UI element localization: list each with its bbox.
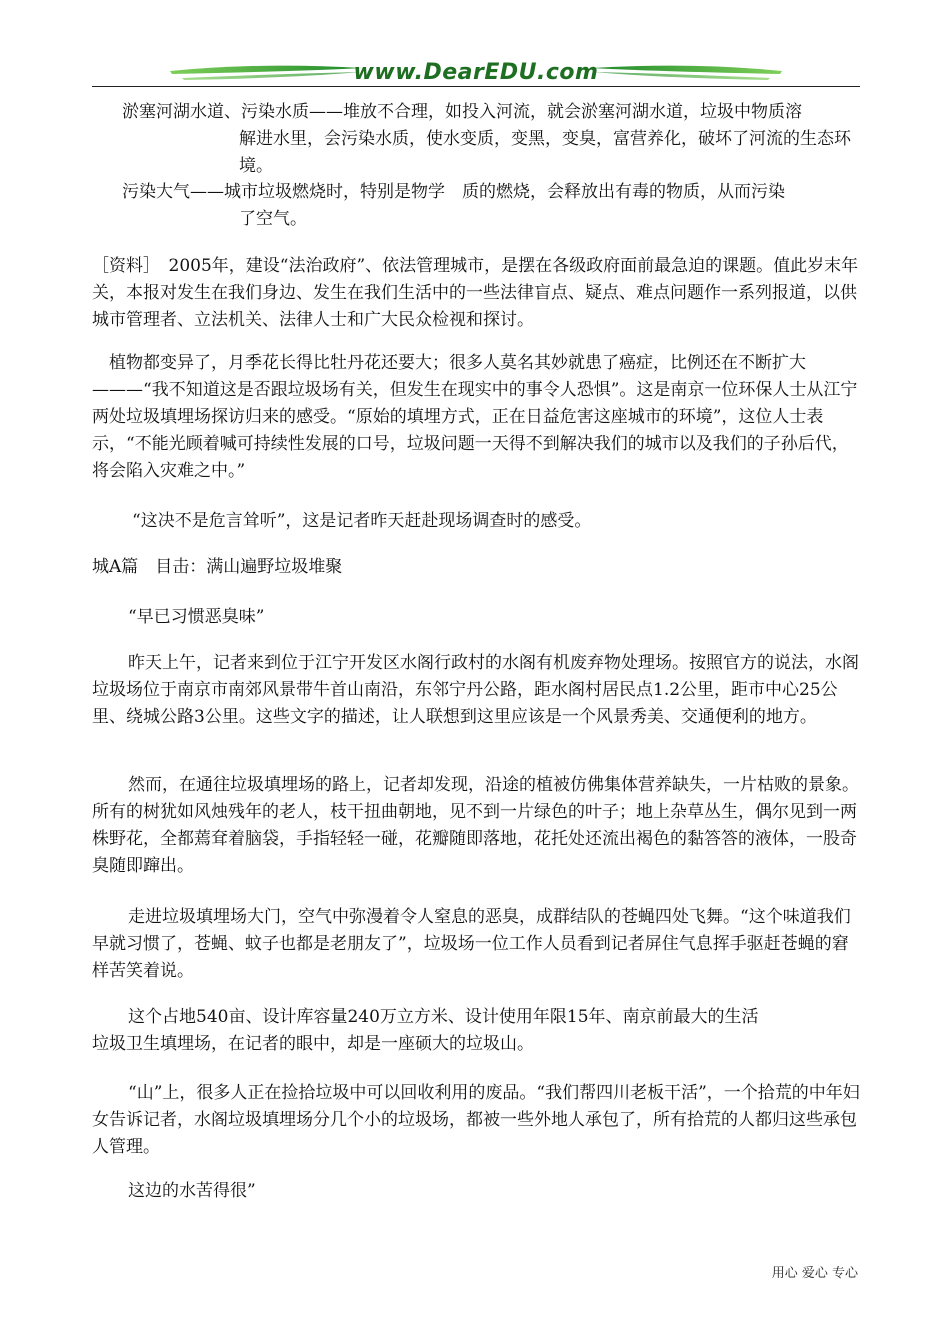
paragraph-line: 这个占地540亩、设计库容量240万立方米、设计使用年限15年、南京前最大的生活	[128, 1007, 759, 1027]
paragraph-line: 垃圾卫生填埋场，在记者的眼中，却是一座硕大的垃圾山。	[92, 1034, 534, 1054]
paragraph: 植物都变异了，月季花长得比牡丹花还要大；很多人莫名其妙就患了癌症，比例还在不断扩大———“我不知道这是否跟垃圾场有关，但发生在现实中的事令人恐惧”。这是南京一位环保人士从江宁两处垃圾填埋场探访归来的感受。“原始的填埋方式，正在日益危害这座城市的环境”，这位人士表示，“不能光顾着喊可持续性发展的口号，垃圾问题一天得不到解决我们的城市以及我们的子孙后代，将会陷入灾难之中。”	[92, 353, 858, 481]
paragraph: 走进垃圾填埋场大门，空气中弥漫着令人窒息的恶臭，成群结队的苍蝇四处飞舞。“这个味道我们早就习惯了，苍蝇、蚊子也都是老朋友了”，垃圾场一位工作人员看到记者屏住气息挥手驱赶苍蝇的窘样苦笑着说。	[92, 907, 851, 981]
site-url: www.DearEDU.com	[353, 60, 599, 85]
header-divider	[92, 86, 860, 87]
paragraph: “这决不是危言耸听”，这是记者昨天赶赴现场调查时的感受。	[132, 511, 592, 531]
paragraph: 这边的水苦得很”	[128, 1181, 256, 1201]
paragraph-source-note: ［资料］ 2005年，建设“法治政府”、依法管理城市，是摆在各级政府面前最急迫的课题。值此岁末年关，本报对发生在我们身边、发生在我们生活中的一些法律盲点、疑点、难点问题作一系列报道，以供城市管理者、立法机关、法律人士和广大民众检视和探讨。	[92, 256, 859, 330]
paragraph: 昨天上午，记者来到位于江宁开发区水阁行政村的水阁有机废弃物处理场。按照官方的说法，水阁垃圾场位于南京市南郊风景带牛首山南沿，东邻宁丹公路，距水阁村居民点1.2公里，距市中心25公里、绕城公路3公里。这些文字的描述，让人联想到这里应该是一个风景秀美、交通便利的地方。	[92, 653, 859, 727]
section-heading: 城A篇 目击：满山遍野垃圾堆聚	[92, 557, 343, 577]
definition-continuation: 了空气。	[239, 209, 307, 229]
definition-item	[122, 99, 860, 180]
footer-slogan: 用心 爱心 专心	[771, 1266, 858, 1281]
definition-term: 污染大气——	[122, 182, 224, 202]
paragraph: 然而，在通往垃圾填埋场的路上，记者却发现，沿途的植被仿佛集体营养缺失，一片枯败的景象。所有的树犹如风烛残年的老人，枝干扭曲朝地，见不到一片绿色的叶子；地上杂草丛生，偶尔见到一两株野花，全都蔫耷着脑袋，手指轻轻一碰，花瓣随即落地，花托处还流出褐色的黏答答的液体，一股奇臭随即蹿出。	[92, 775, 859, 876]
definition-term: 淤塞河湖水道、污染水质——	[122, 102, 343, 122]
definition-text: 堆放不合理，如投入河流，就会淤塞河湖水道，垃圾中物质溶	[343, 102, 802, 122]
definition-continuation: 解进水里，会污染水质，使水变质，变黑，变臭，富营养化，破坏了河流的生态环境。	[239, 129, 851, 176]
definition-item	[122, 179, 860, 233]
paragraph: “山”上，很多人正在捡拾垃圾中可以回收利用的废品。“我们帮四川老板干活”，一个拾荒的中年妇女告诉记者，水阁垃圾填埋场分几个小的垃圾场，都被一些外地人承包了，所有拾荒的人都归这些承包人管理。	[92, 1083, 860, 1157]
subheading: “早已习惯恶臭味”	[128, 607, 265, 627]
definition-text: 城市垃圾燃烧时，特别是物学 质的燃烧，会释放出有毒的物质，从而污染	[224, 182, 785, 202]
